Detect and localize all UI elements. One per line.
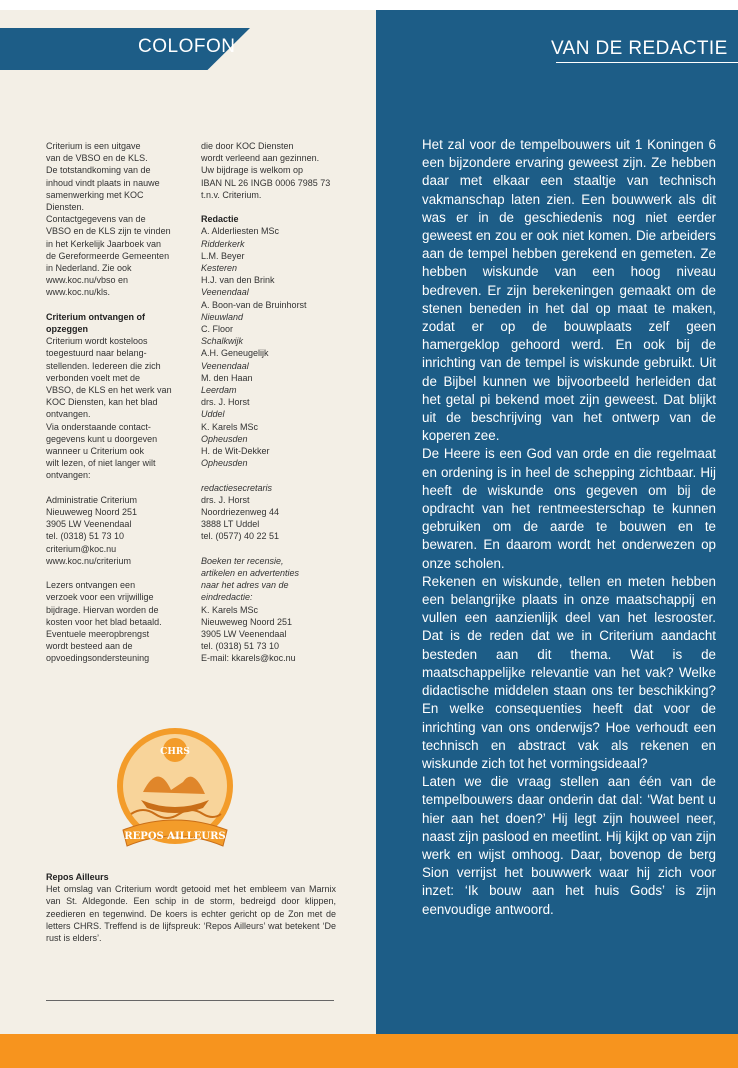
intro-line: van de VBSO en de KLS. xyxy=(46,153,148,164)
boeken-adres-line: Nieuweweg Noord 251 xyxy=(201,616,293,627)
redactie-member-name: A. Boon-van de Bruinhorst xyxy=(201,299,307,310)
colofon-column-2 xyxy=(201,140,351,665)
spacer xyxy=(201,469,351,481)
redactie-member-place: Uddel xyxy=(201,409,225,420)
redactie-member-name: H. de Wit-Dekker xyxy=(201,446,270,457)
redactie-member-place: Veenendaal xyxy=(201,287,249,298)
repos-ailleurs-section xyxy=(46,871,336,944)
intro-line: VBSO en de KLS zijn te vinden xyxy=(46,226,171,237)
ontvangen-heading-line xyxy=(46,311,194,323)
ontvangen-line: gegevens kunt u doorgeven xyxy=(46,433,158,444)
ontvangen-line: VBSO, de KLS en het werk van xyxy=(46,385,172,396)
bijdrage-line: verzoek voor een vrijwillige xyxy=(46,592,154,603)
ontvangen-line: Criterium wordt kosteloos xyxy=(46,336,148,347)
repos-heading: Repos Ailleurs xyxy=(46,872,109,882)
bijdrage-vervolg-line: Uw bijdrage is welkom op xyxy=(201,165,304,176)
redactie-title: VAN DE REDACTIE xyxy=(551,38,728,59)
intro-line: in het Kerkelijk Jaarboek van xyxy=(46,238,162,249)
boeken-adres-line: K. Karels MSc xyxy=(201,604,259,615)
ontvangen-heading-line xyxy=(46,323,194,335)
spacer xyxy=(46,567,194,579)
secretaris-line: drs. J. Horst xyxy=(201,494,250,505)
boeken-adres-line: tel. (0318) 51 73 10 xyxy=(201,641,280,652)
redactie-member-name: K. Karels MSc xyxy=(201,421,259,432)
bijdrage-line: kosten voor het blad betaald. xyxy=(46,616,162,627)
intro-line: inhoud vindt plaats in nauwe xyxy=(46,177,160,188)
intro-line: Criterium is een uitgave xyxy=(46,141,141,151)
redactie-paragraph: De Heere is een God van orde en die regelmaat en ordening is in heel de schepping zichtbaar. Hij heeft de wiskunde ons gegeven om bij de opdracht van het rentmeesterschap te kunnen gebruiken om de aarde te bouwen en te bewaren. En daarom wordt het onderwezen op onze scholen. xyxy=(422,446,716,571)
secretaris-label: redactiesecretaris xyxy=(201,482,273,493)
intro-line: Diensten. xyxy=(46,202,85,213)
ontvangen-heading-text: opzeggen xyxy=(46,324,88,335)
intro-line: www.koc.nu/kls. xyxy=(46,287,111,298)
redactie-member-place: Veenendaal xyxy=(201,360,249,371)
emblem-chrs-text: CHRS xyxy=(160,747,190,757)
intro-line: www.koc.nu/vbso en xyxy=(46,275,129,286)
ontvangen-line: verbonden voelt met de xyxy=(46,372,141,383)
repos-text: Het omslag van Criterium wordt getooid met het embleem van Marnix van St. Aldegonde. Een schip in de storm, bedreigd door klippen, zeedieren en tegenwind. De koers is echter gericht op de Zon met de letters CHRS. Treffend is de lijfspreuk: ‘Repos Ailleurs’ wat betekent ‘De rust is elders’. xyxy=(46,884,336,944)
ontvangen-line: toegestuurd naar belang- xyxy=(46,348,147,359)
bijdrage-line: bijdrage. Hiervan worden de xyxy=(46,604,159,615)
redactie-member-name: drs. J. Horst xyxy=(201,397,250,408)
repos-ailleurs-emblem xyxy=(113,722,237,862)
redactie-member-name: H.J. van den Brink xyxy=(201,275,275,286)
administratie-line: www.koc.nu/criterium xyxy=(46,555,132,566)
intro-line: samenwerking met KOC xyxy=(46,189,144,200)
redactie-member-place: Opheusden xyxy=(201,458,248,469)
ontvangen-line: ontvangen. xyxy=(46,409,91,420)
spacer xyxy=(46,299,194,311)
redactie-member-place: Schalkwijk xyxy=(201,336,244,347)
bijdrage-line: wordt besteed aan de xyxy=(46,641,133,652)
boeken-line: naar het adres van de xyxy=(201,580,289,591)
administratie-line: criterium@koc.nu xyxy=(46,543,117,554)
redactie-member-place: Leerdam xyxy=(201,385,237,396)
redactie-member-name: C. Floor xyxy=(201,324,234,335)
bottom-accent-bar xyxy=(0,1034,738,1068)
redactie-body xyxy=(422,136,716,919)
redactie-paragraph: Rekenen en wiskunde, tellen en meten hebben een belangrijke plaats in onze maatschappij en vullen een aanzienlijk deel van het lesrooster. Dat is de reden dat we in Criterium aandacht besteden aan dit thema. Wat is de maatschappelijke relevantie van het vak? Welke didactische middelen staan ons ter beschikking? En welke consequenties heeft dat voor de inrichting van ons onderwijs? Hoe verhoudt een technisch en abstract vak als rekenen en wiskunde zich tot het vormingsideaal? xyxy=(422,573,716,771)
administratie-line: Nieuweweg Noord 251 xyxy=(46,507,138,518)
repos-divider xyxy=(46,1000,334,1001)
redactie-title-underline xyxy=(556,62,738,63)
secretaris-line: 3888 LT Uddel xyxy=(201,519,260,530)
redactie-member-place: Ridderkerk xyxy=(201,238,245,249)
boeken-adres-line: E-mail: kkarels@koc.nu xyxy=(201,653,296,664)
redactie-heading xyxy=(201,213,351,225)
ontvangen-line: KOC Diensten, kan het blad xyxy=(46,397,158,408)
redactie-member-place: Opheusden xyxy=(201,433,248,444)
colofon-title: COLOFON xyxy=(138,36,236,57)
administratie-line: Administratie Criterium xyxy=(46,494,138,505)
emblem-banner-text: REPOS AILLEURS xyxy=(124,831,226,842)
boeken-line: Boeken ter recensie, xyxy=(201,555,284,566)
bijdrage-line: Lezers ontvangen een xyxy=(46,580,136,591)
redactie-member-name: M. den Haan xyxy=(201,372,253,383)
ontvangen-line: wanneer u Criterium ook xyxy=(46,446,145,457)
bijdrage-vervolg-line: t.n.v. Criterium. xyxy=(201,189,262,200)
redactie-member-place: Kesteren xyxy=(201,263,238,274)
secretaris-line: Noordriezenweg 44 xyxy=(201,507,280,518)
boeken-adres-line: 3905 LW Veenendaal xyxy=(201,629,287,640)
bijdrage-vervolg-line: die door KOC Diensten xyxy=(201,141,294,151)
administratie-line: tel. (0318) 51 73 10 xyxy=(46,531,125,542)
redactie-heading-text: Redactie xyxy=(201,214,239,225)
intro-line: in Nederland. Zie ook xyxy=(46,263,132,274)
administratie-line: 3905 LW Veenendaal xyxy=(46,519,132,530)
ontvangen-line: Via onderstaande contact- xyxy=(46,421,151,432)
boeken-line: eindredactie: xyxy=(201,592,253,603)
spacer xyxy=(46,482,194,494)
intro-line: De totstandkoming van de xyxy=(46,165,151,176)
bijdrage-line: opvoedingsondersteuning xyxy=(46,653,150,664)
redactie-paragraph: Het zal voor de tempelbouwers uit 1 Koningen 6 een bijzondere ervaring geweest zijn. Ze hebben daar met elkaar een staaltje van technisch vakmanschap laten zien. Een bouwwerk als dit was er in de geschiedenis nog niet eerder geweest en zou er ook niet komen. Die arbeiders aan de tempel hebben gerekend en gemeten. Ze hebben wiskunde van een hoog niveau bedreven. Er zijn berekeningen gemaakt om de stenen beneden in het dal op maat te maken, zodat er op de bouwplaats zelf geen hamergeklop gehoord werd. En ook bij de inrichting van de tempel is wiskunde gebruikt. Uit de Bijbel kunnen we bijvoorbeeld herleiden dat het getal pi bekend moet zijn geweest. Dat blijkt uit de beschrijving van het ontwerp van de koperen zee. xyxy=(422,137,716,444)
ontvangen-line: stellenden. Iedereen die zich xyxy=(46,360,161,371)
bijdrage-vervolg-line: wordt verleend aan gezinnen. xyxy=(201,153,320,164)
redactie-member-name: A. Alderliesten MSc xyxy=(201,226,280,237)
spacer xyxy=(201,201,351,213)
redactie-paragraph: Laten we die vraag stellen aan één van de tempelbouwers daar onderin dat dal: ‘Wat bent u hier aan het doen?’ Hij legt zijn houweel neer, naast zijn paslood en meetlint. Hij kijkt op van zijn werk en wijst omhoog. Daar, bovenop de berg Sion verrijst het bouwwerk waar hij zich voor inzet: ‘Ik bouw aan het huis Gods’ is zijn eenvoudige antwoord. xyxy=(422,774,716,917)
bijdrage-vervolg-line: IBAN NL 26 INGB 0006 7985 73 xyxy=(201,177,331,188)
redactie-member-name: A.H. Geneugelijk xyxy=(201,348,269,359)
redactie-member-name: L.M. Beyer xyxy=(201,250,245,261)
secretaris-line: tel. (0577) 40 22 51 xyxy=(201,531,280,542)
colofon-column-1 xyxy=(46,140,194,665)
ontvangen-line: wilt lezen, of niet langer wilt xyxy=(46,458,156,469)
ontvangen-line: ontvangen: xyxy=(46,470,91,481)
intro-line: de Gereformeerde Gemeenten xyxy=(46,250,170,261)
spacer xyxy=(201,543,351,555)
intro-line: Contactgegevens van de xyxy=(46,214,146,225)
redactie-member-place: Nieuwland xyxy=(201,311,244,322)
bijdrage-line: Eventuele meeropbrengst xyxy=(46,629,150,640)
ontvangen-heading-text: Criterium ontvangen of xyxy=(46,311,146,322)
boeken-line: artikelen en advertenties xyxy=(201,568,300,579)
